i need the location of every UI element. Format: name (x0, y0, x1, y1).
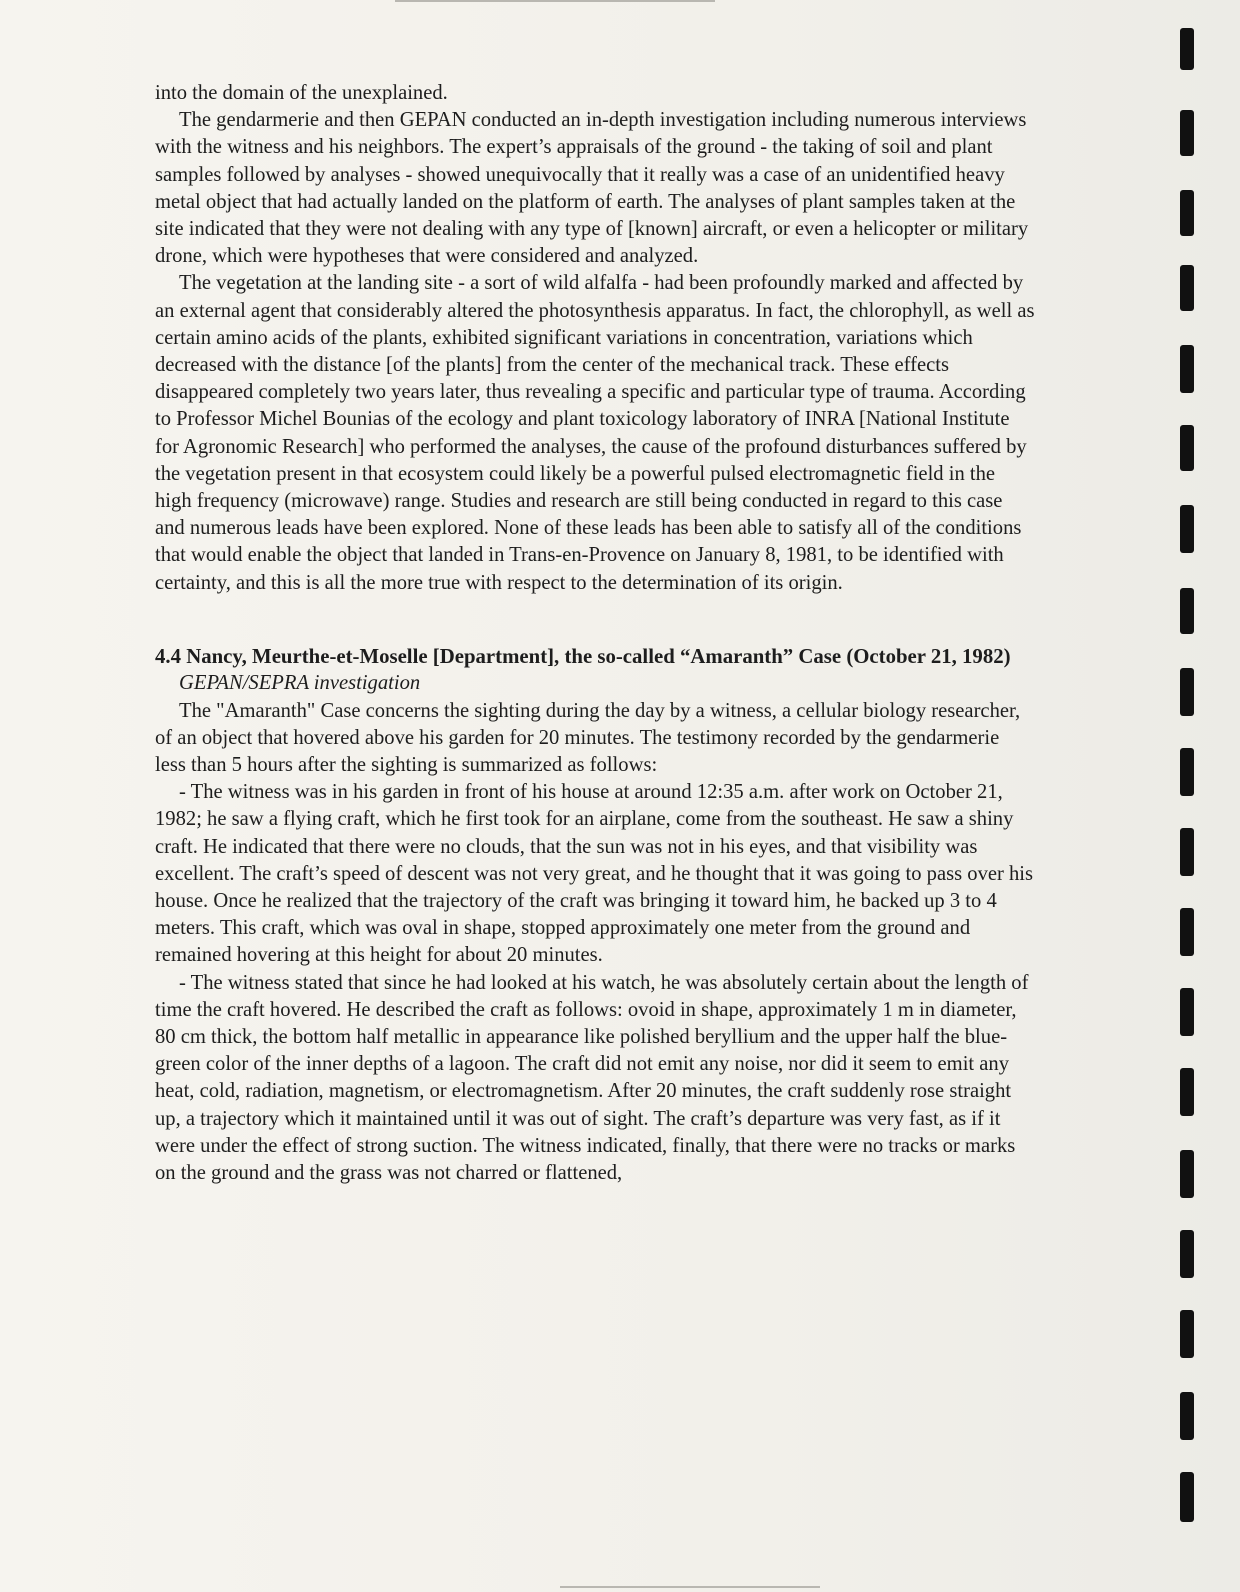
binding-hole (1180, 1310, 1194, 1358)
paragraph-vegetation-analysis: The vegetation at the landing site - a sort of wild alfalfa - had been profoundly marked and affected by an external agent that considerably altered the photosynthesis apparatus. In fact, the chlorophyll, as well as certain amino acids of the plants, exhibited significant variations in concentration, variations which decreased with the distance [of the plants] from the center of the mechanical track. These effects disappeared completely two years later, thus revealing a specific and particular type of trauma. According to Professor Michel Bounias of the ecology and plant toxicology laboratory of INRA [National Institute for Agronomic Research] who performed the analyses, the cause of the profound disturbances suffered by the vegetation present in that ecosystem could likely be a powerful pulsed electromagnetic field in the high frequency (microwave) range. Studies and research are still being conducted in regard to this case and numerous leads have been explored. None of these leads has been able to satisfy all of the conditions that would enable the object that landed in Trans-en-Provence on January 8, 1981, to be identified with certainty, and this is all the more true with respect to the determination of its origin. (155, 272, 1035, 594)
binding-hole (1180, 345, 1194, 393)
binding-hole (1180, 1472, 1194, 1522)
paragraph-witness-description: - The witness stated that since he had looked at his watch, he was absolutely certain about the length of time the craft hovered. He described the craft as follows: ovoid in shape, approximately 1 m in diameter, 80 cm thick, the bottom half metallic in appearance like polished beryllium and the upper half the blue-green color of the inner depths of a lagoon. The craft did not emit any noise, nor did it seem to emit any heat, cold, radiation, magnetism, or electromagnetism. After 20 minutes, the craft suddenly rose straight up, a trajectory which it maintained until it was out of sight. The craft’s departure was very fast, as if it were under the effect of strong suction. The witness indicated, finally, that there were no tracks or marks on the ground and the grass was not charred or flattened, (155, 971, 1029, 1185)
binding-hole (1180, 1150, 1194, 1198)
binding-hole (1180, 265, 1194, 311)
paragraph-continuation: into the domain of the unexplained. (155, 82, 448, 104)
binding-hole (1180, 28, 1194, 70)
document-body (155, 80, 1035, 1187)
section-heading: 4.4 Nancy, Meurthe-et-Moselle [Department], the so-called “Amaranth” Case (October 21, 1982) (155, 644, 1011, 668)
binding-hole (1180, 988, 1194, 1036)
paragraph-witness-garden: - The witness was in his garden in front of his house at around 12:35 a.m. after work on October 21, 1982; he saw a flying craft, which he first took for an airplane, come from the southeast. He saw a shiny craft. He indicated that there were no clouds, that the sun was not in his eyes, and that visibility was excellent. The craft’s speed of descent was not very great, and he thought that it was going to pass over his house. Once he realized that the trajectory of the craft was bringing it toward him, he backed up 3 to 4 meters. This craft, which was oval in shape, stopped approximately one meter from the ground and remained hovering at this height for about 20 minutes. (155, 781, 1034, 967)
binding-hole (1180, 828, 1194, 876)
binding-hole (1180, 190, 1194, 236)
paragraph-amaranth-intro: The "Amaranth" Case concerns the sighting during the day by a witness, a cellular biology researcher, of an object that hovered above his garden for 20 minutes. The testimony recorded by the gendarmerie less than 5 hours after the sighting is summarized as follows: (155, 699, 1021, 776)
binding-hole (1180, 425, 1194, 471)
page-top-edge-line (395, 0, 715, 2)
binding-hole (1180, 110, 1194, 156)
binding-hole (1180, 668, 1194, 716)
binding-hole (1180, 505, 1194, 553)
section-subheading: GEPAN/SEPRA investigation (179, 672, 421, 695)
binding-hole (1180, 908, 1194, 956)
binding-hole (1180, 1068, 1194, 1116)
paragraph-gepan-investigation: The gendarmerie and then GEPAN conducted an in-depth investigation including numerous interviews with the witness and his neighbors. The expert’s appraisals of the ground - the taking of soil and plant samples followed by analyses - showed unequivocally that it really was a case of an unidentified heavy metal object that had actually landed on the platform of earth. The analyses of plant samples taken at the site indicated that they were not dealing with any type of [known] aircraft, or even a helicopter or military drone, which were hypotheses that were considered and analyzed. (155, 109, 1029, 268)
binding-hole (1180, 748, 1194, 796)
binding-hole (1180, 588, 1194, 634)
binding-hole (1180, 1230, 1194, 1278)
page-bottom-edge-line (560, 1586, 820, 1588)
binding-hole (1180, 1392, 1194, 1440)
